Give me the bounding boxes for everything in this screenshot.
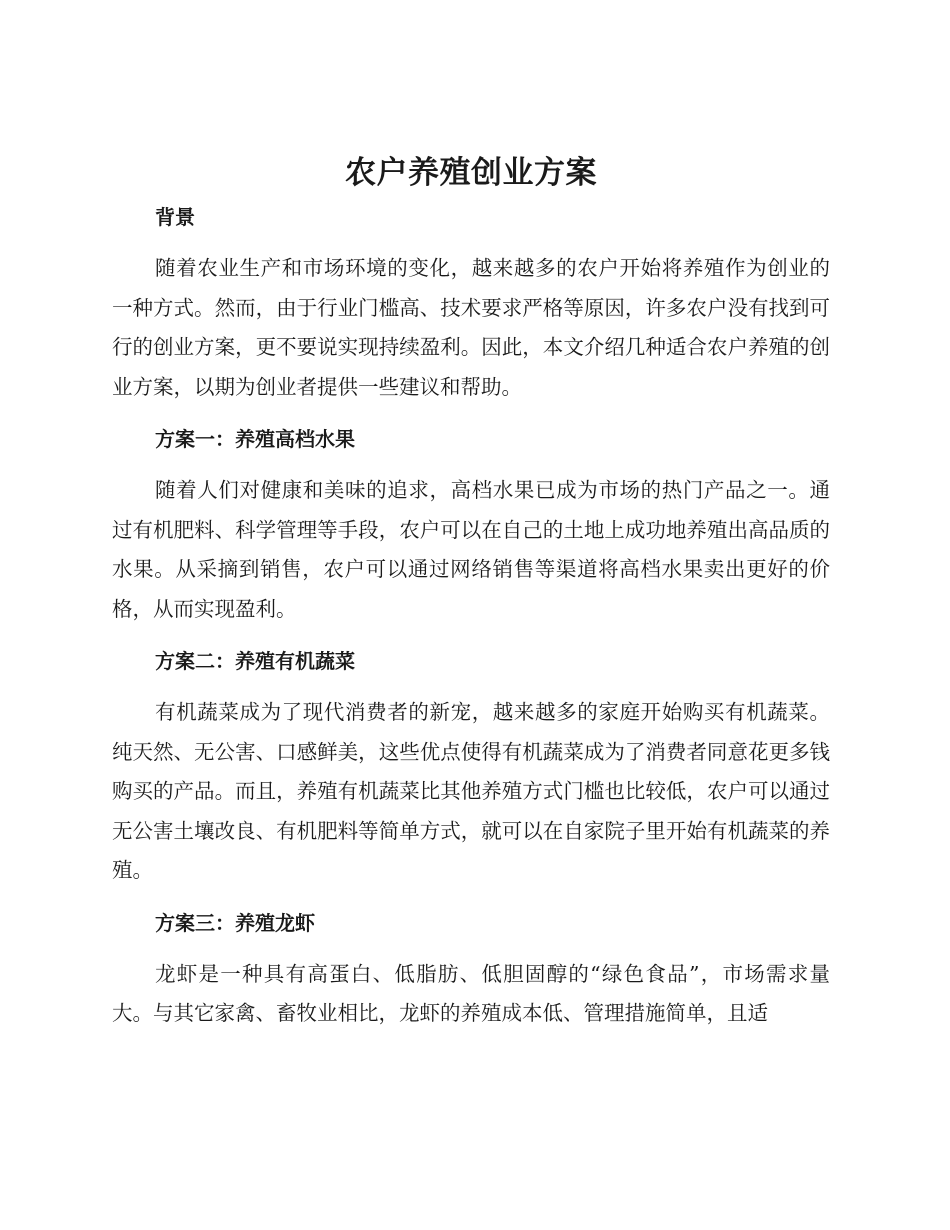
section-body-plan-2: 有机蔬菜成为了现代消费者的新宠，越来越多的家庭开始购买有机蔬菜。纯天然、无公害、口感鲜美，这些优点使得有机蔬菜成为了消费者同意花更多钱购买的产品。而且，养殖有机蔬菜比其他养殖方式门槛也比较低，农户可以通过无公害土壤改良、有机肥料等简单方式，就可以在自家院子里开始有机蔬菜的养殖。 xyxy=(112,700,830,882)
section-heading-plan-2: 方案二：养殖有机蔬菜 xyxy=(155,649,355,673)
section-body-background: 随着农业生产和市场环境的变化，越来越多的农户开始将养殖作为创业的一种方式。然而，由于行业门槛高、技术要求严格等原因，许多农户没有找到可行的创业方案，更不要说实现持续盈利。因此，本文介绍几种适合农户养殖的创业方案，以期为创业者提供一些建议和帮助。 xyxy=(112,256,830,399)
section-heading-background: 背景 xyxy=(155,205,195,229)
document-title: 农户养殖创业方案 xyxy=(345,155,597,191)
section-heading-plan-1: 方案一：养殖高档水果 xyxy=(155,427,355,451)
section-heading-plan-3: 方案三：养殖龙虾 xyxy=(155,910,315,935)
document-page xyxy=(112,150,830,1051)
section-body-plan-3: 龙虾是一种具有高蛋白、低脂肪、低胆固醇的“绿色食品”，市场需求量大。与其它家禽、畜牧业相比，龙虾的养殖成本低、管理措施简单，且适 xyxy=(112,961,830,1025)
section-body-plan-1: 随着人们对健康和美味的追求，高档水果已成为市场的热门产品之一。通过有机肥料、科学管理等手段，农户可以在自己的土地上成功地养殖出高品质的水果。从采摘到销售，农户可以通过网络销售等渠道将高档水果卖出更好的价格，从而实现盈利。 xyxy=(112,478,830,621)
